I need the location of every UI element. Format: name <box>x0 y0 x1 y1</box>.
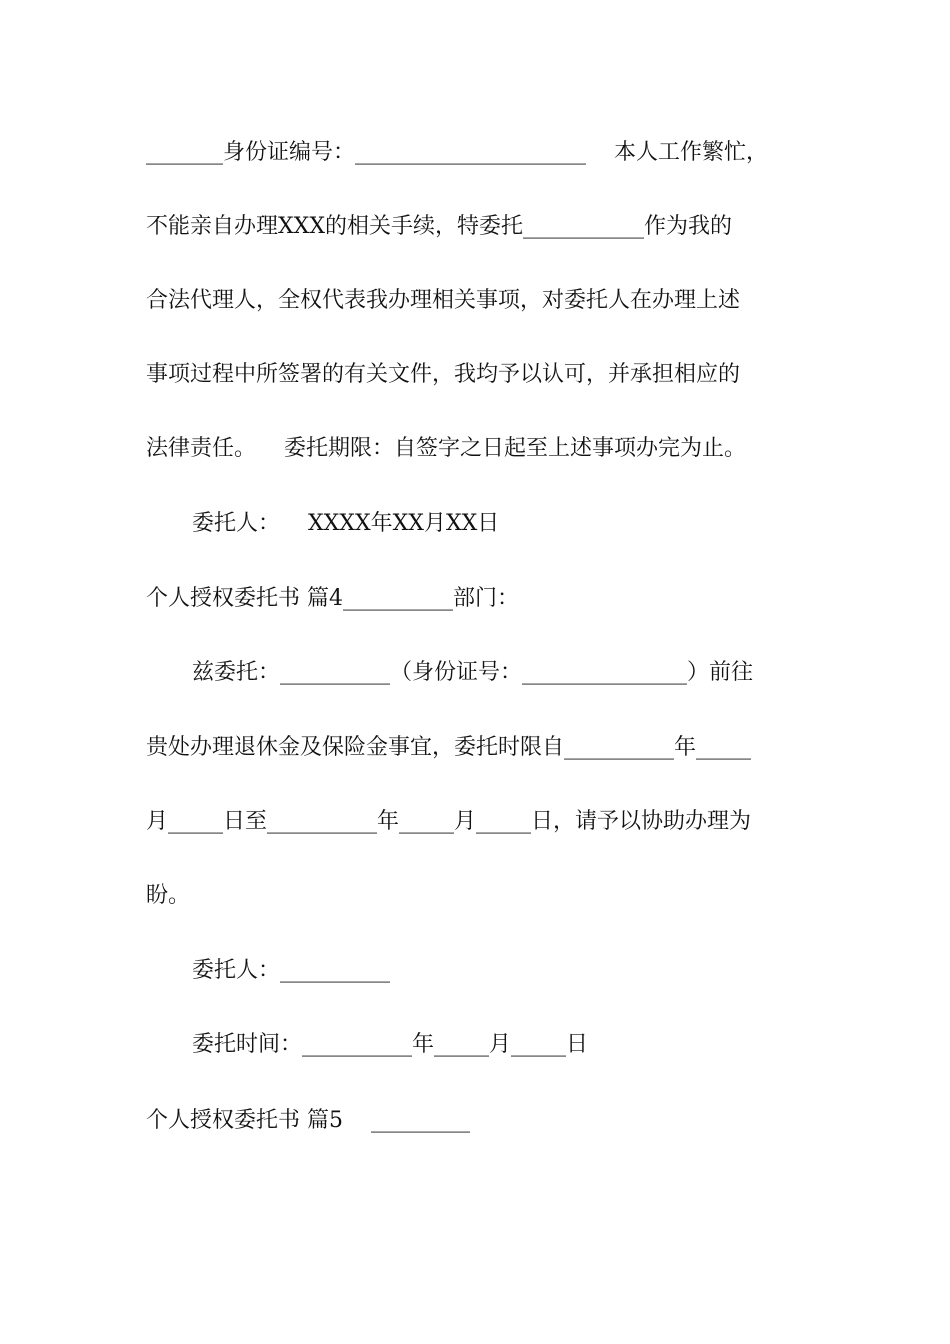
section-heading-5: 个人授权委托书 篇5 _________ <box>146 1108 470 1133</box>
text-line-legal-agent: 合法代理人，全权代表我办理相关事项，对委托人在办理上述 <box>146 288 741 313</box>
text-line-legal-responsibility: 法律责任。 委托期限：自签字之日起至上述事项办完为止。 <box>146 436 746 461</box>
text-line-date-range: 月_____日至__________年_____月_____日，请予以协助办理为 <box>146 809 752 834</box>
text-line-closing: 盼。 <box>146 883 191 908</box>
text-line-documents-signed: 事项过程中所签署的有关文件，我均予以认可，并承担相应的 <box>146 362 741 387</box>
text-line-pension-period: 贵处办理退休金及保险金事宜，委托时限自__________年_____ <box>146 735 752 760</box>
text-line-entrust-id: 兹委托：__________（身份证号：_______________）前往 <box>192 660 754 685</box>
text-line-client-date: 委托人： XXXX年XX月XX日 <box>192 511 500 536</box>
text-line-id-number: _______身份证编号：_____________________ 本人工作繁忙， <box>146 140 768 165</box>
text-line-entrust-agent: 不能亲自办理XXX的相关手续，特委托___________作为我的 <box>146 214 732 239</box>
text-line-client-signature: 委托人：__________ <box>192 958 391 983</box>
text-line-entrust-time: 委托时间：__________年_____月_____日 <box>192 1032 589 1057</box>
section-heading-4: 个人授权委托书 篇4__________部门： <box>146 586 519 611</box>
